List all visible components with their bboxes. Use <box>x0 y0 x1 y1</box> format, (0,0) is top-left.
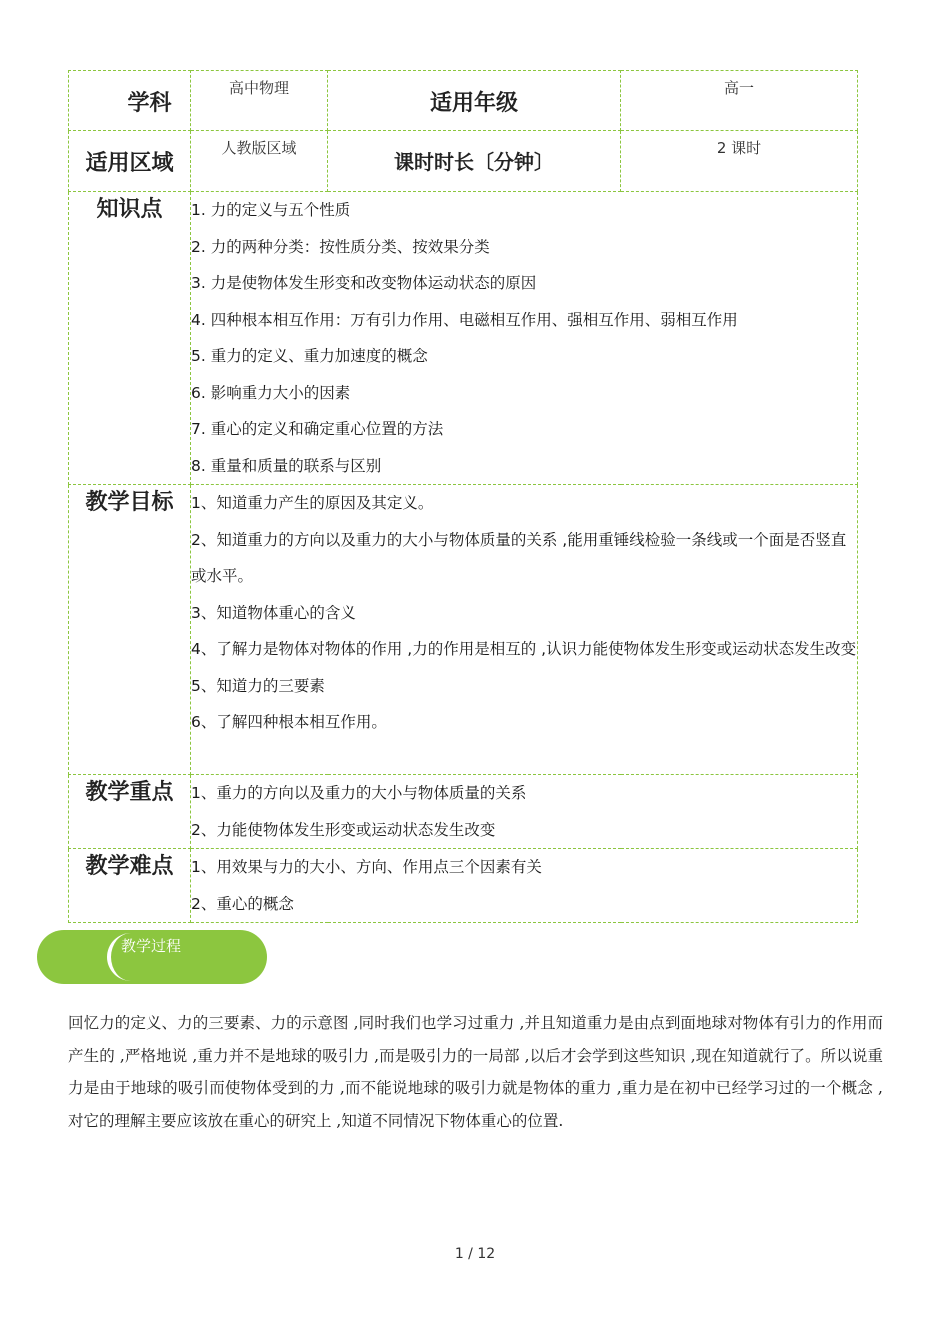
list-item: 2. 力的两种分类：按性质分类、按效果分类 <box>191 237 490 256</box>
list-item: 4. 四种根本相互作用：万有引力作用、电磁相互作用、强相互作用、弱相互作用 <box>191 310 738 329</box>
lesson-info-table <box>68 70 858 923</box>
list-item: 1. 力的定义与五个性质 <box>191 201 351 219</box>
subject-label: 学科 <box>69 71 191 131</box>
list-item: 3、知道物体重心的含义 <box>191 603 356 622</box>
table-row <box>69 192 858 485</box>
duration-value: 2 课时 <box>621 131 858 192</box>
grade-value: 高一 <box>621 71 858 131</box>
list-item: 1、重力的方向以及重力的大小与物体质量的关系 <box>191 784 527 802</box>
key-label: 教学重点 <box>69 775 191 849</box>
list-item: 1、用效果与力的大小、方向、作用点三个因素有关 <box>191 858 542 876</box>
goal-label: 教学目标 <box>69 485 191 775</box>
knowledge-list <box>191 192 858 485</box>
table-row <box>69 71 858 131</box>
list-item: 2、知道重力的方向以及重力的大小与物体质量的关系 ,能用重锤线检验一条线或一个面是否竖直或水平。 <box>191 530 847 585</box>
list-item: 2、重心的概念 <box>191 894 294 913</box>
region-label: 适用区域 <box>69 131 191 192</box>
subject-value: 高中物理 <box>191 71 328 131</box>
body-paragraph: 回忆力的定义、力的三要素、力的示意图 ,同时我们也学习过重力 ,并且知道重力是由点到面地球对物体有引力的作用而产生的 ,严格地说 ,重力并不是地球的吸引力 ,而是吸引力的一局部 ,以后才会学到这些知识 ,现在知道就行了。所以说重力是由于地球的吸引而使物体受到的力 ,而不能说地球的吸引力就是物体的重力 ,重力是在初中已经学习过的一个概念 ,对它的理解主要应该放在重心的研究上 ,知道不同情况下物体重心的位置. <box>68 1014 883 1130</box>
grade-label: 适用年级 <box>328 71 621 131</box>
list-item: 5. 重力的定义、重力加速度的概念 <box>191 347 428 365</box>
difficulty-label: 教学难点 <box>69 849 191 923</box>
list-item: 4、了解力是物体对物体的作用 ,力的作用是相互的 ,认识力能使物体发生形变或运动状态发生改变 <box>191 640 857 658</box>
section-title: 教学过程 <box>121 937 182 955</box>
table-row <box>69 485 858 775</box>
list-item: 2、力能使物体发生形变或运动状态发生改变 <box>191 820 496 839</box>
section-banner <box>37 930 267 984</box>
knowledge-label: 知识点 <box>69 192 191 485</box>
duration-label: 课时时长〔分钟〕 <box>328 131 621 192</box>
list-item: 3. 力是使物体发生形变和改变物体运动状态的原因 <box>191 274 537 292</box>
list-item: 7. 重心的定义和确定重心位置的方法 <box>191 420 444 438</box>
table-row <box>69 849 858 923</box>
list-item: 6、了解四种根本相互作用。 <box>191 713 387 731</box>
goal-list <box>191 485 858 775</box>
table-row <box>69 131 858 192</box>
region-value: 人教版区域 <box>191 131 328 192</box>
list-item: 5、知道力的三要素 <box>191 676 325 695</box>
table-row <box>69 775 858 849</box>
key-list <box>191 775 858 849</box>
page-number: 1 / 12 <box>454 1246 496 1262</box>
list-item: 6. 影响重力大小的因素 <box>191 383 351 402</box>
list-item: 1、知道重力产生的原因及其定义。 <box>191 494 434 512</box>
list-item: 8. 重量和质量的联系与区别 <box>191 456 382 475</box>
difficulty-list <box>191 849 858 923</box>
